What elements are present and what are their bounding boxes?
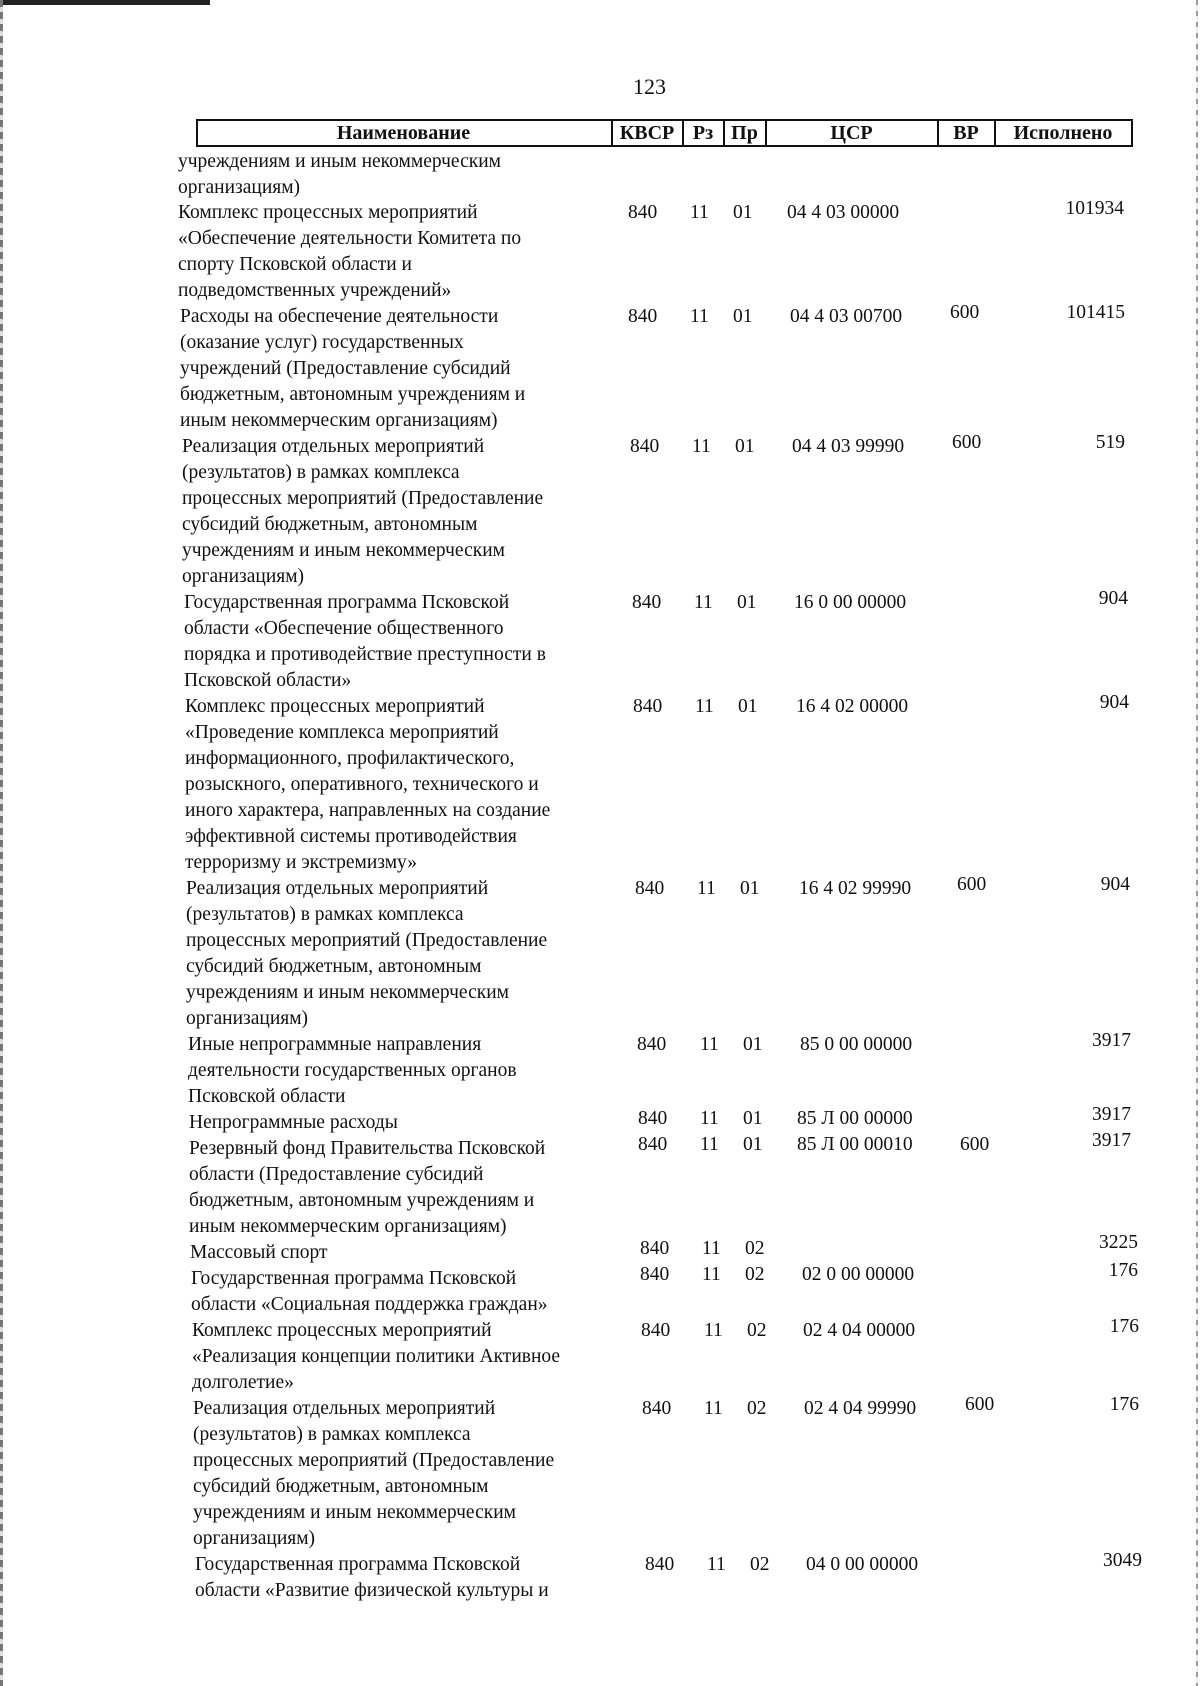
- row-pr: 01: [735, 436, 755, 457]
- header-rz: Рз: [692, 122, 714, 144]
- row-kvsr: 840: [641, 1320, 671, 1341]
- row-name: Массовый спорт: [190, 1242, 328, 1263]
- row-rz: 11: [704, 1398, 723, 1419]
- header-vr: ВР: [953, 122, 979, 144]
- row-rz: 11: [695, 696, 714, 717]
- row-amount: 176: [1109, 1316, 1139, 1337]
- row-vr: 600: [965, 1394, 995, 1415]
- row-name: Резервный фонд Правительства Псковской области (Предоставление субсидий бюджетным, автономным учреждениям и иным некоммерческим организациям): [189, 1138, 546, 1237]
- row-csr: 16 4 02 99990: [799, 878, 912, 899]
- row-name: учреждениям и иным некоммерческим организациям): [178, 151, 501, 198]
- row-amount: 3917: [1092, 1104, 1131, 1125]
- row-amount: 3917: [1092, 1130, 1131, 1151]
- row-rz: 11: [702, 1238, 721, 1259]
- row-csr: 04 4 03 99990: [792, 436, 905, 457]
- row-pr: 01: [740, 878, 760, 899]
- row-csr: 85 Л 00 00000: [797, 1108, 913, 1129]
- row-kvsr: 840: [638, 1108, 668, 1129]
- row-kvsr: 840: [640, 1238, 670, 1259]
- row-name: Реализация отдельных мероприятий (результатов) в рамках комплекса процессных мероприятий (Предоставление субсидий бюджетным, автономным учреждениям и иным некоммерческим организациям): [193, 1398, 555, 1549]
- row-csr: 02 0 00 00000: [802, 1264, 915, 1285]
- row-kvsr: 840: [635, 878, 665, 899]
- row-csr: 85 0 00 00000: [800, 1034, 913, 1055]
- row-pr: 01: [743, 1034, 763, 1055]
- row-pr: 01: [743, 1134, 763, 1155]
- row-kvsr: 840: [640, 1264, 670, 1285]
- row-name: Государственная программа Псковской области «Социальная поддержка граждан»: [191, 1268, 548, 1315]
- header-kvsr: КВСР: [619, 122, 675, 144]
- row-rz: 11: [702, 1264, 721, 1285]
- row-name: Реализация отдельных мероприятий (результатов) в рамках комплекса процессных мероприятий (Предоставление субсидий бюджетным, автономным учреждениям и иным некоммерческим организациям): [186, 878, 548, 1029]
- header-pr: Пр: [731, 122, 758, 144]
- row-name: Комплекс процессных мероприятий «Обеспечение деятельности Комитета по спорту Псковской области и подведомственных учреждений»: [178, 202, 522, 301]
- row-kvsr: 840: [628, 306, 658, 327]
- row-amount: 904: [1098, 588, 1128, 609]
- row-name: Государственная программа Псковской области «Обеспечение общественного порядка и противодействие преступности в Псковской области»: [184, 592, 546, 691]
- header-csr: ЦСР: [830, 122, 873, 144]
- row-pr: 02: [750, 1554, 770, 1575]
- row-kvsr: 840: [642, 1398, 672, 1419]
- row-pr: 02: [747, 1320, 767, 1341]
- row-rz: 11: [700, 1108, 719, 1129]
- row-name: Реализация отдельных мероприятий (результатов) в рамках комплекса процессных мероприятий (Предоставление субсидий бюджетным, автономным учреждениям и иным некоммерческим организациям): [182, 436, 544, 587]
- header-name: Наименование: [336, 122, 471, 144]
- row-vr: 600: [957, 874, 987, 895]
- row-kvsr: 840: [638, 1134, 668, 1155]
- row-csr: 04 4 03 00000: [787, 202, 900, 223]
- row-name: Иные непрограммные направления деятельности государственных органов Псковской области: [188, 1034, 517, 1107]
- row-rz: 11: [697, 878, 716, 899]
- row-pr: 01: [737, 592, 757, 613]
- row-rz: 11: [704, 1320, 723, 1341]
- row-kvsr: 840: [637, 1034, 667, 1055]
- row-amount: 176: [1108, 1260, 1138, 1281]
- row-csr: 02 4 04 99990: [804, 1398, 917, 1419]
- row-rz: 11: [690, 202, 709, 223]
- row-kvsr: 840: [630, 436, 660, 457]
- row-csr: 04 4 03 00700: [790, 306, 903, 327]
- row-pr: 01: [733, 306, 753, 327]
- row-vr: 600: [960, 1134, 990, 1155]
- row-name: Комплекс процессных мероприятий «Реализация концепции политики Активное долголетие»: [192, 1320, 561, 1393]
- row-amount: 904: [1100, 874, 1130, 895]
- row-name: Государственная программа Псковской области «Развитие физической культуры и: [195, 1554, 549, 1601]
- row-amount: 904: [1099, 692, 1129, 713]
- row-pr: 02: [747, 1398, 767, 1419]
- row-amount: 3917: [1092, 1030, 1131, 1051]
- row-amount: 101934: [1065, 198, 1124, 219]
- row-rz: 11: [694, 592, 713, 613]
- row-pr: 01: [733, 202, 753, 223]
- row-name: Непрограммные расходы: [189, 1112, 398, 1133]
- row-rz: 11: [707, 1554, 726, 1575]
- row-pr: 02: [745, 1264, 765, 1285]
- row-rz: 11: [692, 436, 711, 457]
- header-executed: Исполнено: [1013, 122, 1113, 144]
- row-amount: 519: [1095, 432, 1125, 453]
- page-number: 123: [633, 74, 666, 99]
- row-csr: 85 Л 00 00010: [797, 1134, 913, 1155]
- row-pr: 01: [738, 696, 758, 717]
- row-csr: 04 0 00 00000: [806, 1554, 919, 1575]
- row-csr: 16 4 02 00000: [796, 696, 909, 717]
- row-pr: 02: [745, 1238, 765, 1259]
- row-kvsr: 840: [645, 1554, 675, 1575]
- row-rz: 11: [690, 306, 709, 327]
- row-rz: 11: [700, 1034, 719, 1055]
- row-kvsr: 840: [633, 696, 663, 717]
- row-vr: 600: [952, 432, 982, 453]
- row-vr: 600: [950, 302, 980, 323]
- row-amount: 3225: [1099, 1232, 1138, 1253]
- row-amount: 3049: [1103, 1550, 1142, 1571]
- row-name: Расходы на обеспечение деятельности (оказание услуг) государственных учреждений (Предоставление субсидий бюджетным, автономным учреждениям и иным некоммерческим организациям): [180, 306, 526, 431]
- row-pr: 01: [743, 1108, 763, 1129]
- row-csr: 02 4 04 00000: [803, 1320, 916, 1341]
- row-amount: 101415: [1066, 302, 1125, 323]
- row-name: Комплекс процессных мероприятий «Проведение комплекса мероприятий информационного, профилактического, розыскного, оперативного, технического и иного характера, направленных на создание эффективной системы противодействия терроризму и экстремизму»: [185, 696, 551, 873]
- row-amount: 176: [1109, 1394, 1139, 1415]
- row-csr: 16 0 00 00000: [794, 592, 907, 613]
- row-rz: 11: [700, 1134, 719, 1155]
- row-kvsr: 840: [632, 592, 662, 613]
- row-kvsr: 840: [628, 202, 658, 223]
